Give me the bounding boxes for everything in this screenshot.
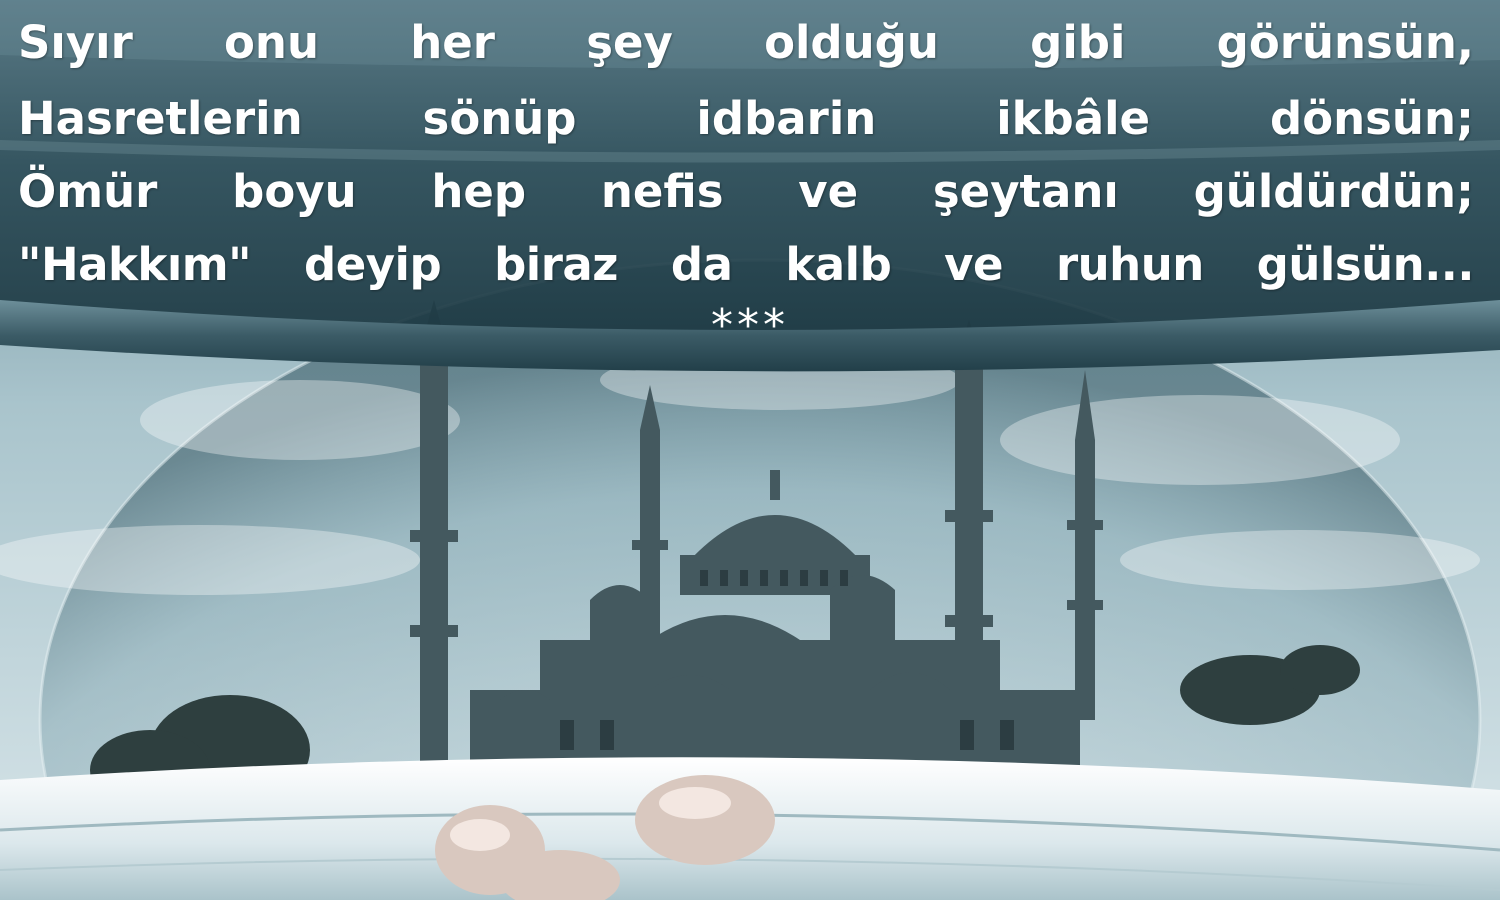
poem-line-3: Ömür boyu hep nefis ve şeytanı güldürdün; [18,165,1474,218]
poem-line-4: "Hakkım" deyip biraz da kalb ve ruhun gülsün... [18,238,1474,291]
poem-line-1: Sıyır onu her şey olduğu gibi görünsün, [18,16,1474,69]
poem-line-2: Hasretlerin sönüp idbarin ikbâle dönsün; [18,92,1474,145]
separator-stars: *** [711,300,789,351]
